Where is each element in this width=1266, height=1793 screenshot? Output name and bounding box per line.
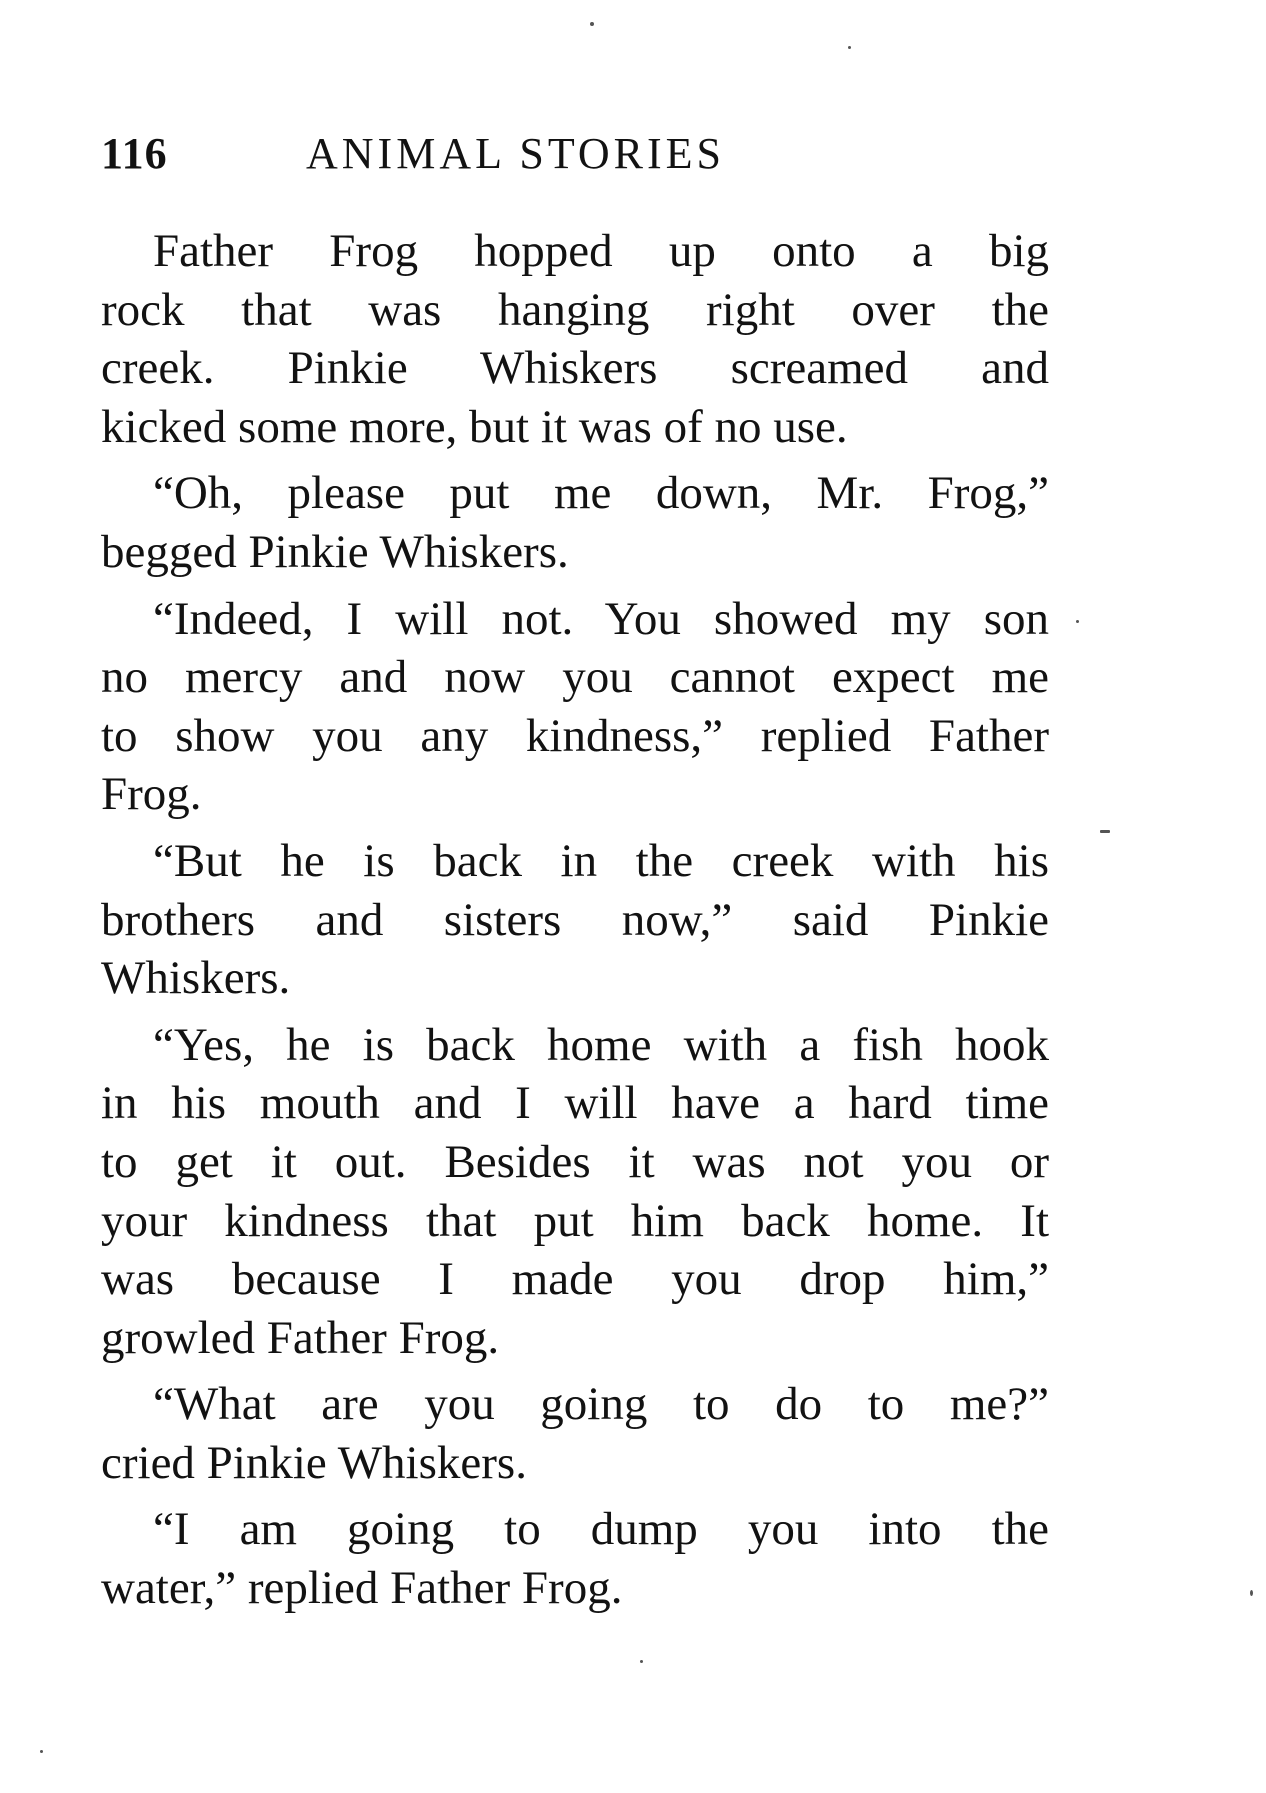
paragraph <box>101 1375 1049 1492</box>
text-line: brothers and sisters now,” said Pinkie <box>101 893 1049 946</box>
page-number: 116 <box>101 129 168 178</box>
text-line: to show you any kindness,” replied Father <box>101 709 1049 762</box>
paragraph <box>101 222 1049 456</box>
text-line: in his mouth and I will have a hard time <box>101 1077 1049 1130</box>
running-head: ANIMAL STORIES <box>306 129 726 178</box>
scan-speck <box>1250 1590 1253 1596</box>
text-line: to get it out. Besides it was not you or <box>101 1135 1049 1188</box>
text-line: your kindness that put him back home. It <box>101 1194 1049 1247</box>
text-line: “Indeed, I will not. You showed my son <box>153 592 1049 645</box>
text-line: Frog. <box>101 768 202 821</box>
text-line: “Oh, please put me down, Mr. Frog,” <box>153 467 1049 520</box>
text-line: no mercy and now you cannot expect me <box>101 651 1049 704</box>
text-line: “Yes, he is back home with a fish hook <box>153 1018 1049 1071</box>
paragraph <box>101 1500 1049 1617</box>
text-line: creek. Pinkie Whiskers screamed and <box>101 342 1049 395</box>
body-text <box>101 222 1049 1626</box>
text-line: “What are you going to do to me?” <box>153 1378 1049 1431</box>
text-line: growled Father Frog. <box>101 1311 500 1364</box>
paragraph <box>101 832 1049 1008</box>
scan-speck <box>1076 620 1079 623</box>
text-line: rock that was hanging right over the <box>101 283 1049 336</box>
text-line: “But he is back in the creek with his <box>153 834 1049 887</box>
text-line: was because I made you drop him,” <box>101 1253 1049 1306</box>
scan-speck <box>40 1750 43 1753</box>
scan-speck <box>640 1660 643 1663</box>
scan-speck <box>1100 830 1110 833</box>
scan-speck <box>590 22 594 26</box>
page-header <box>101 128 1061 188</box>
paragraph <box>101 590 1049 824</box>
paragraph <box>101 464 1049 581</box>
text-line: cried Pinkie Whiskers. <box>101 1436 527 1489</box>
scan-speck <box>848 46 851 49</box>
text-line: kicked some more, but it was of no use. <box>101 400 848 453</box>
text-line: Whiskers. <box>101 952 291 1005</box>
text-line: “I am going to dump you into the <box>153 1503 1049 1556</box>
paragraph <box>101 1016 1049 1368</box>
text-line: Father Frog hopped up onto a big <box>153 225 1049 277</box>
text-line: water,” replied Father Frog. <box>101 1562 623 1615</box>
text-line: begged Pinkie Whiskers. <box>101 525 569 578</box>
